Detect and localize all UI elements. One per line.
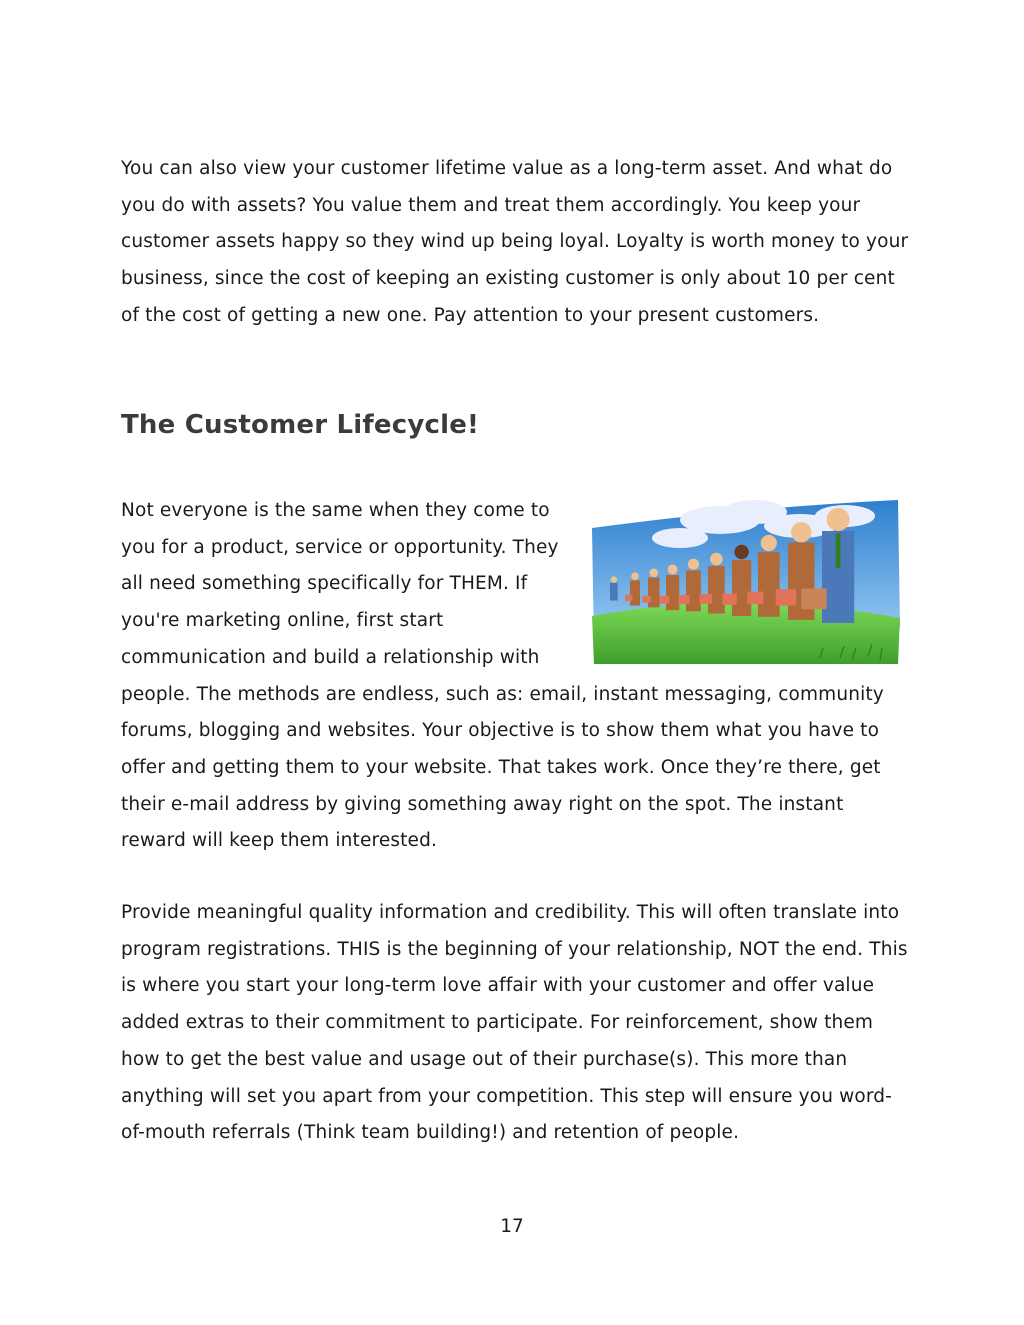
paragraph-quality-information: Provide meaningful quality information and credibility. This will often translate into program registrations. THIS is the beginning of your relationship, NOT the end. This is where you start your long-term love affair with your customer and offer value added extras to their commitment to participate. For reinforcement, show them how to get the best value and usage out of their purchase(s). This more than anything will set you apart from your competition. This step will ensure you word-of-mouth referrals (Think team building!) and retention of people.	[121, 902, 908, 1144]
businessmen-marching-clipart	[590, 498, 902, 666]
section-heading: The Customer Lifecycle!	[121, 410, 480, 440]
page-number: 17	[500, 1216, 524, 1237]
paragraph-lifetime-value: You can also view your customer lifetime value as a long-term asset. And what do you do with assets? You value them and treat them accordingly. You keep your customer assets happy so they wind up being loyal. Loyalty is worth money to your business, since the cost of keeping an existing customer is only about 10 per cent of the cost of getting a new one. Pay attention to your present customers.	[121, 158, 909, 326]
paragraph-customer-differences: Not everyone is the same when they come to you for a product, service or opportunity. They all need something specifically for THEM. If you're marketing online, first start communication and build a relationship with people. The methods are endless, such as: email, instant messaging, community forums, blogging and websites. Your objective is to show them what you have to offer and getting them to your website. That takes work. Once they’re there, get their e-mail address by giving something away right on the spot. The instant reward will keep them interested.	[121, 500, 884, 852]
paragraph-with-image	[121, 493, 911, 860]
